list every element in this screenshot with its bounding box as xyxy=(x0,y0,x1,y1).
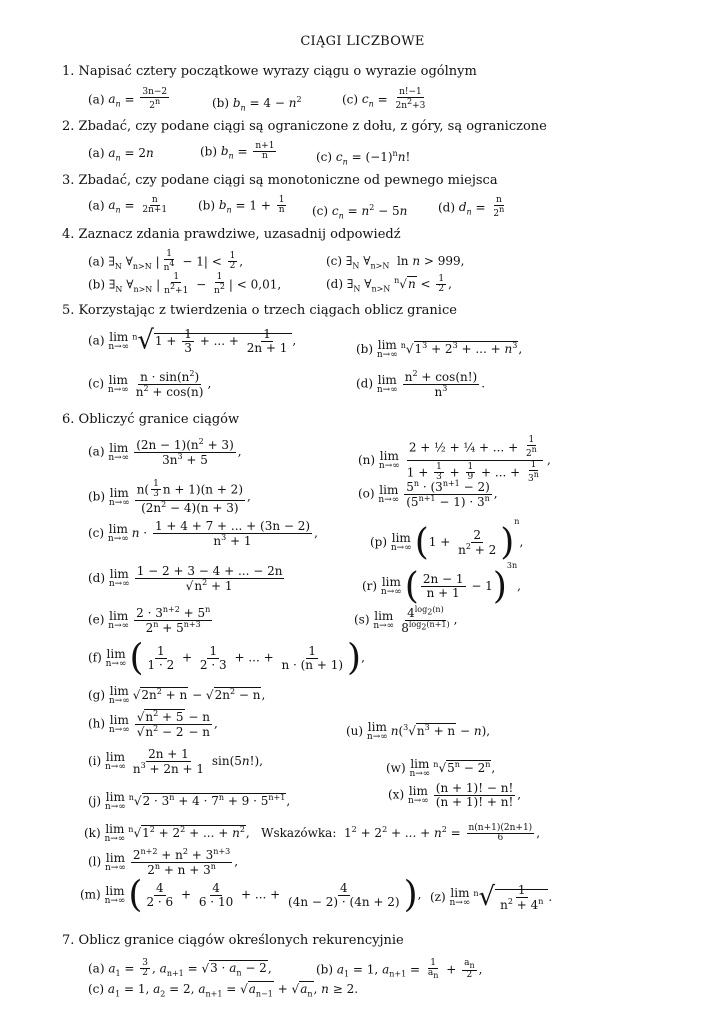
task-1b: (b) $b_n = 4 - n^2$ xyxy=(212,95,302,113)
task-6b: (b) lim n→∞ n( $\frac{1}{3}$ n + 1)(n + 2) $(2n^2 - 4)(n + 3)$ , xyxy=(88,479,251,515)
task-6u: (u) lim n→∞ $n(^3√n^3 + n - n)$, xyxy=(346,720,491,742)
task-2a: (a) $a_n = 2n$ xyxy=(88,146,154,163)
task-1c: (c) $c_n$ = $\frac{n!-1}{2n^2+3}$ xyxy=(342,87,426,112)
task-6d: (d) lim n→∞ $\frac{1 - 2 + 3 - 4 + ... - 2n}{√n^2 + 1}$ xyxy=(88,564,283,593)
task-6-label: 6. Obliczyć granice ciągów xyxy=(62,412,240,427)
task-4b: (b) $\exists_N$ $\forall_{n>N}$ | $\frac{1}{n^2+1}$ − $\frac{1}{n^2}$ | < 0,01, xyxy=(88,272,282,297)
task-7a: (a) $a_1$ = $\frac{3}{2}$ , $a_{n+1} = √3 \cdot a_n - 2$, xyxy=(88,958,272,979)
task-7c: (c) $a_1 = 1$, $a_2 = 2$, $a_{n+1} = √a_{n-1} + √a_n$, n ≥ 2. xyxy=(88,982,359,999)
task-6e: (e) lim n→∞ $\frac{2 \cdot 3^{n+2} + 5^n}{2^n + 5^{n+3}}$ xyxy=(88,605,211,635)
task-6p: (p) lim n→∞ (1 + $\frac{2}{n^2 + 2}$ )$^n$, xyxy=(370,517,524,563)
task-6m: (m) lim n→∞ ( $\frac{4}{2 \cdot 6}$ + $\frac{4}{6 \cdot 10}$ + ... + $\frac{4}{(4n - 2) \cdot (4n + 2)}$ ), xyxy=(80,874,422,916)
task-1a: (a) $a_n$ = $\frac{3n-2}{2^n}$ xyxy=(88,87,168,112)
task-7b: (b) $a_1 = 1$, $a_{n+1}$ = $\frac{1}{a_n}$ + $\frac{a_n}{2}$ , xyxy=(316,958,483,981)
task-6w: (w) lim n→∞ $^n√5^n - 2^n$, xyxy=(386,757,496,779)
task-6f: (f) lim n→∞ ( $\frac{1}{1 \cdot 2}$ + $\frac{1}{2 \cdot 3}$ + ... + $\frac{1}{n \cdot (n + 1)}$ ), xyxy=(88,637,365,679)
task-6h: (h) lim n→∞ $\frac{√n^2 + 5 - n}{√n^2 - 2 - n}$ , xyxy=(88,709,218,739)
task-6l: (l) lim n→∞ $\frac{2^{n+2} + n^2 + 3^{n+3}}{2^n + n + 3^n}$ , xyxy=(88,847,239,877)
task-5-label: 5. Korzystając z twierdzenia o trzech ciągach oblicz granice xyxy=(62,303,457,318)
task-6r: (r) lim n→∞ ( $\frac{2n - 1}{n + 1}$ − 1)$^{3n}$, xyxy=(362,561,521,607)
task-3b: (b) $b_n = 1$ + $\frac{1}{n}$ xyxy=(198,195,285,216)
task-5b: (b) lim n→∞ $^n√1^3 + 2^3$ + ... + $n^3$, xyxy=(356,338,523,360)
task-6o: (o) lim n→∞ $\frac{5^n \cdot (3^{n+1} - 2)}{(5^{n+1} - 1) \cdot 3^n}$ , xyxy=(358,479,498,509)
hint-label: Wskazówka: xyxy=(261,826,337,840)
page-title: CIĄGI LICZBOWE xyxy=(300,34,425,49)
task-1-label: 1. Napisać cztery początkowe wyrazy ciągu o wyrazie ogólnym xyxy=(62,64,477,79)
task-4-label: 4. Zaznacz zdania prawdziwe, uzasadnij odpowiedź xyxy=(62,227,401,242)
task-6c: (c) lim n→∞ n · $\frac{1 + 4 + 7 + ... + (3n - 2)}{n^3 + 1}$ , xyxy=(88,519,318,548)
task-5a: (a) lim n→∞ $^n$√1 + $\frac{1}{3}$ + ... + $\frac{1}{2n + 1}$ , xyxy=(88,325,297,356)
task-3a: (a) $a_n$ = $\frac{n}{2n+1}$ xyxy=(88,195,168,216)
task-4c: (c) $\exists_N$ $\forall_{n>N}$ ln n > 999, xyxy=(326,254,465,271)
task-2c: (c) $c_n = (-1)^nn$! xyxy=(316,149,411,167)
task-3c: (c) $c_n = n^2 - 5n$ xyxy=(312,203,408,221)
task-6k: (k) lim n→∞ $^n√1^2 + 2^2$ + ... + $n^2$, Wskazówka: $1^2 + 2^2$ + ... + $n^2$ = $\frac{n(n+1)(2n+1)}{6}$ , xyxy=(84,822,541,844)
task-6j: (j) lim n→∞ $^n√2 \cdot 3^n + 4 \cdot 7^n + 9 \cdot 5^{n+1}$, xyxy=(88,790,291,812)
task-7-label: 7. Oblicz granice ciągów określonych rekurencyjnie xyxy=(62,933,404,948)
task-3-label: 3. Zbadać, czy podane ciągi są monotoniczne od pewnego miejsca xyxy=(62,173,498,188)
task-2b: (b) $b_n$ = $\frac{n+1}{n}$ xyxy=(200,141,275,162)
task-5d: (d) lim n→∞ $\frac{n^2 + \cos(n!)}{n^3}$ . xyxy=(356,369,486,399)
task-6a: (a) lim n→∞ $\frac{(2n - 1)(n^2 + 3)}{3n^3 + 5}$ , xyxy=(88,437,242,467)
task-6s: (s) lim n→∞ $\frac{4^{log_2(n)}}{8^{log_2(n+1)}}$ , xyxy=(354,605,458,635)
task-3d: (d) $d_n$ = $\frac{n}{2^n}$ xyxy=(438,195,505,220)
task-6x: (x) lim n→∞ $\frac{(n + 1)! - n!}{(n + 1)! + n!}$ , xyxy=(388,781,522,809)
task-4a: (a) $\exists_N$ $\forall_{n>N}$ | $\frac{1}{n^4}$ − 1| < $\frac{1}{2}$ , xyxy=(88,249,244,274)
task-6g: (g) lim n→∞ $√2n^2 + n - √2n^2 - n$, xyxy=(88,684,266,706)
task-6i: (i) lim n→∞ $\frac{2n + 1}{n^3 + 2n + 1}$ sin(5n!), xyxy=(88,747,263,776)
task-6z: (z) lim n→∞ $^n$√ $\frac{1}{n^2 + 4^n}$ . xyxy=(430,882,553,913)
task-2-label: 2. Zbadać, czy podane ciągi są ograniczone z dołu, z góry, są ograniczone xyxy=(62,119,547,134)
task-4d: (d) $\exists_N$ $\forall_{n>N}$ $^n$√n < $\frac{1}{2}$ , xyxy=(326,273,452,294)
task-6n: (n) lim n→∞ 2 + ½ + ¼ + ... + $\frac{1}{2^n}$ 1 + $\frac{1}{3}$ + $\frac{1}{9}$ + ... + $\frac{1}{3^n}$ , xyxy=(358,435,551,485)
task-5c: (c) lim n→∞ $\frac{n \cdot \sin(n^2)}{n^2 + \cos(n)}$ , xyxy=(88,369,212,399)
